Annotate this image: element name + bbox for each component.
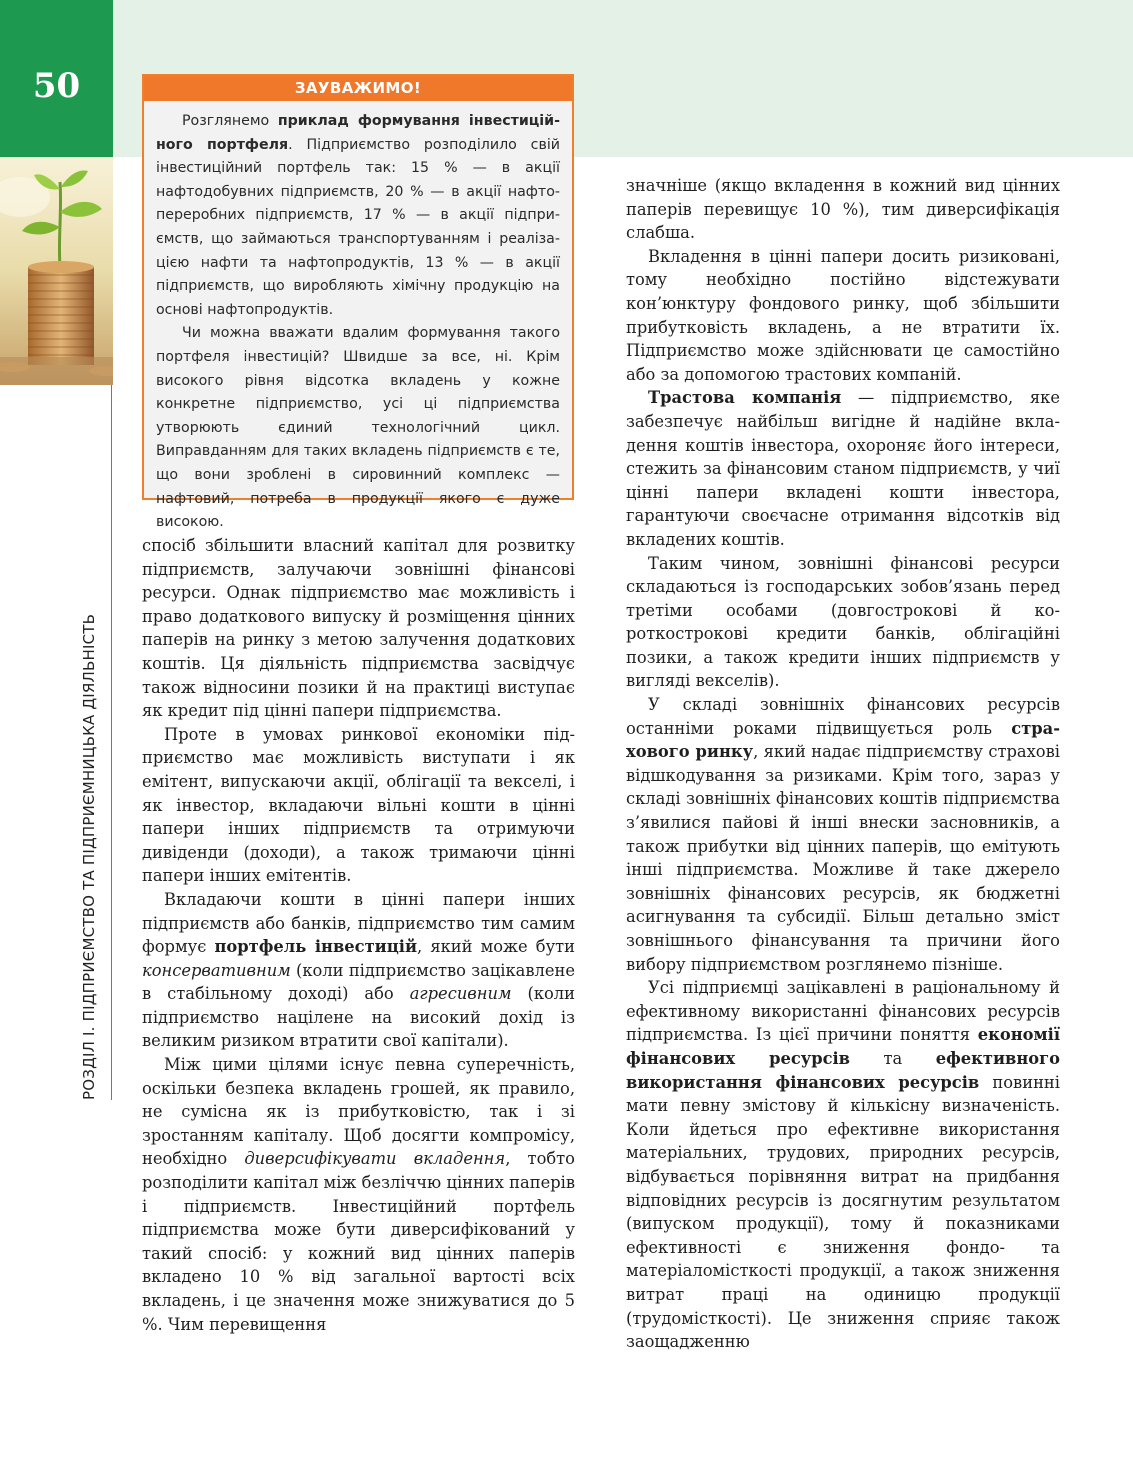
left-column [142, 534, 575, 1336]
text: (коли підприємство націлене на високий дохід із великим ризиком втратити свої капітали). [142, 984, 575, 1051]
paragraph: Вкладення в цінні папери досить ризиковані, тому необхідно постійно відстежувати кон’юнктуру фондового ринку, щоб збільшити прибутковість вкладень, а не втратити їх. Підприємство може здійснювати це самостійно або за допомогою трастових компаній. [626, 246, 1060, 384]
paragraph: значніше (якщо вкладення в кожний вид цінних паперів перевищує 10 %), тим диверсифікація слабша. [626, 176, 1060, 243]
text: , який може бути [417, 937, 576, 957]
text: У складі зовнішніх фінансових ресурсів останніми роками підвищується роль [626, 695, 1060, 738]
paragraph: спосіб збільшити власний капітал для розвитку підприємств, залучаючи зовнішні фінансові ресурси. Однак підприємство має можливість і право додаткового випуску й розміщення цінних паперів на ринку з метою залучення додаткових коштів. Ця діяльність підприємства засвідчує також відносини позики й на практиці виступає як кредит під цінні папери підприємства. [142, 536, 575, 721]
note-box [142, 74, 574, 531]
paragraph [626, 693, 1060, 976]
text: Між цими цілями існує певна суперечність, оскільки безпека вкладень грошей, як правило, не сумісна як із прибутковістю, так і зі зростанням капіталу. Щоб досягти компромісу, необхідно [142, 1055, 575, 1169]
emphasis: консервативним [142, 960, 291, 980]
text: , тобто розподілити капітал між безліччю цінних паперів і підприємств. Інвестиційний портфель підприємства може бути диверсифікований у такий спосіб: у кожний вид цінних паперів вкладено 10 % від загальної вартості всіх вкладень, і це значення може знижуватися до 5 %. Чим перевищення [142, 1149, 575, 1334]
term: Трастова компанія [648, 388, 842, 408]
right-column [626, 174, 1060, 1354]
side-rule [111, 385, 112, 1100]
term: страхового ринку [626, 718, 1060, 762]
text: Вкладаючи кошти в цінні папери інших підприємств або банків, підприємство тим самим формує [142, 889, 575, 957]
note-paragraph: Чи можна вважати вдалим формування такого портфеля інвестицій? Швидше за все, ні. Крім високого рівня відсотка вкладень у кожне конкретне підприємство, усі ці підприємства утворюють єдиний технологічний цикл. Виправданням для таких вкладень підприємств є те, що вони зроблені в сировинний комплекс — нафтовий, потреба в продукції якого є дуже високою. [156, 325, 560, 531]
page-number: 50 [32, 66, 81, 106]
text: , який надає підприємству страхові відшкодування за ризиками. Крім того, зараз у складі зовнішніх фінансових коштів підприємства з’явилися пайові й інші внески засновників, а також прибутки від цінних паперів, що емітують інші підприємства. Можливе й таке джерело зовнішніх фінансових ресурсів, як бюджетні асигнування та субсидії. Більш детально зміст зовнішнього фінансування та причини його вибору підприємством розглянемо пізніше. [626, 742, 1060, 974]
paragraph [626, 976, 1060, 1354]
note-paragraph [156, 110, 560, 322]
text: (коли підприємство зацікавлене в стабільному доході) або [142, 960, 575, 1004]
note-text: . Підприємство розподілило свій інвестиційний портфель так: 15 % — в акції нафтодобувних підприємств, 20 % — в акції нафтопереробних підприємств, 17 % — в акції підприємств, що займаються транспортуванням і реалізацією нафти та нафтопродуктів, 13 % — в акції підприємств, що виробляють хімічну продукцію на основі нафтопродуктів. [156, 136, 560, 318]
coin-plant-photo [0, 157, 113, 385]
term: ефективного використання фінансових ресурсів [626, 1048, 1060, 1092]
section-side-label: РОЗДІЛ І. ПІДПРИЄМСТВО ТА ПІДПРИЄМНИЦЬКА ДІЯЛЬНІСТЬ [80, 613, 98, 1100]
note-text: Розглянемо [182, 113, 278, 129]
paragraph [142, 888, 575, 1053]
note-title: ЗАУВАЖИМО! [144, 76, 572, 101]
paragraph [142, 1053, 575, 1336]
coin-plant-image [0, 157, 113, 385]
paragraph: Таким чином, зовнішні фінансові ресурси складаються із господарських зобов’язань перед третіми особами (довгострокові й короткострокові кредити банків, облігаційні позики, а також кредити інших підприємств у вигляді векселів). [626, 553, 1060, 691]
text: Усі підприємці зацікавлені в раціональному й ефективному використанні фінансових ресурсів підприємства. Із цієї причини поняття [626, 978, 1060, 1045]
paragraph: Проте в умовах ринкової економіки підприємство має можливість виступати і як емітент, випускаючи акції, облігації та векселі, і як інвестор, вкладаючи вільні кошти в цінні папери інших підприємств та отримуючи дивіденди (доходи), а також тримаючи цінні папери інших емітентів. [142, 724, 575, 886]
emphasis: агресивним [409, 984, 512, 1004]
text: — підприємство, яке забезпечує найбільш вигідне й надійне вкладення коштів інвестора, охороняє його інтереси, стежить за фінансовим станом підприємств, у чиї цінні папери вкладені кошти інвестора, гарантуючи своєчасне отримання відсотків від вкладених коштів. [626, 388, 1060, 549]
paragraph [626, 386, 1060, 551]
text: повинні мати певну змістову й кількісну визначеність. Коли йдеться про ефективне використання матеріальних, трудових, природних ресурсів, відбувається порівняння витрат на придбання відповідних ресурсів із досягнутим результатом (випуском продукції), тому й показниками ефективності є зниження фондо- та матеріаломісткості продукції, а також зниження витрат праці на одиницю продукції (трудомісткості). Це зниження сприяє також заощадженню [626, 1072, 1060, 1352]
chapter-tab [0, 0, 113, 157]
text: та [850, 1048, 936, 1068]
term: портфель інвестицій [214, 937, 418, 957]
note-body [144, 101, 572, 535]
term: економії фінансових ресурсів [626, 1025, 1060, 1068]
note-term: приклад формування інвестиційного портфеля [156, 113, 560, 153]
emphasis: диверсифікувати вкладення [244, 1149, 506, 1169]
